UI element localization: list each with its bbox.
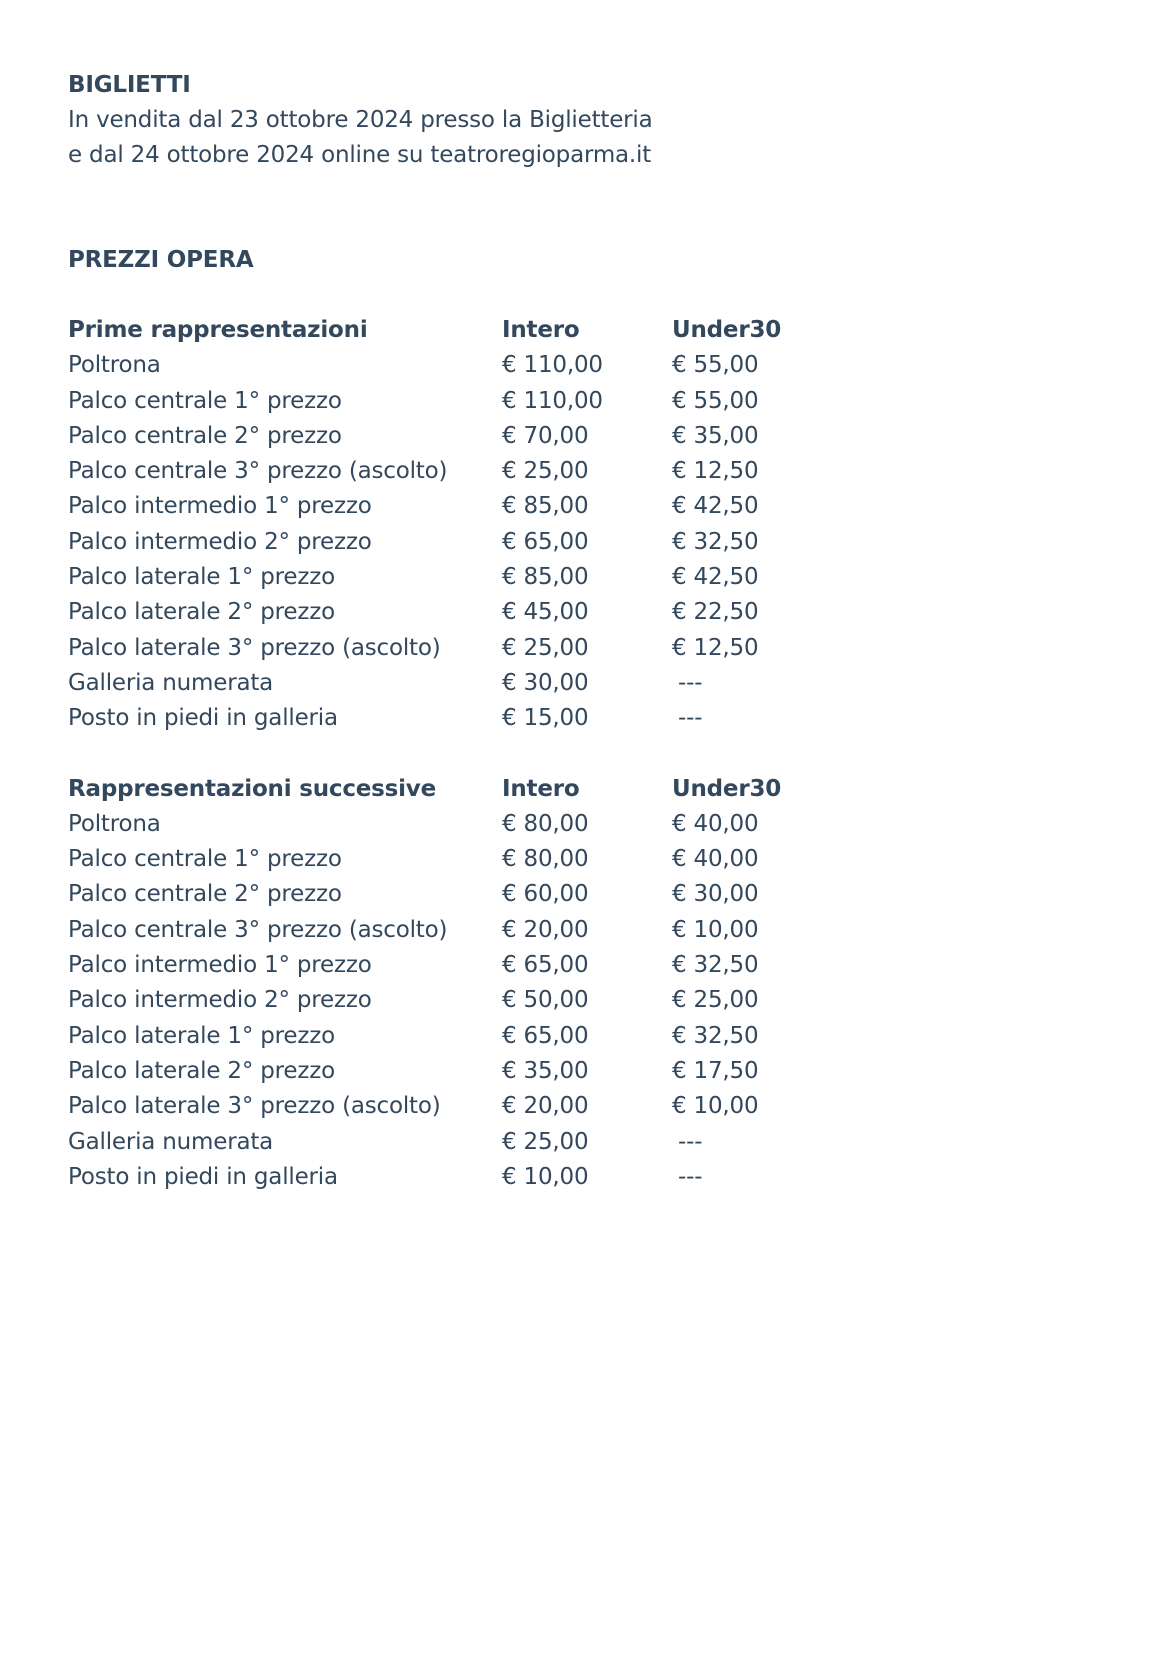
full-price: € 15,00 (502, 705, 589, 732)
table-row (68, 419, 1088, 454)
table-row (68, 1089, 1088, 1124)
full-price: € 30,00 (502, 669, 589, 696)
table-header (68, 313, 1088, 348)
full-price: € 110,00 (502, 352, 603, 379)
seat-label: Poltrona (68, 810, 161, 837)
table-row (68, 877, 1088, 912)
under30-price: € 10,00 (672, 916, 759, 943)
table-row (68, 913, 1088, 948)
under30-price: € 12,50 (672, 458, 759, 485)
under30-price: --- (678, 1128, 703, 1155)
full-price: € 65,00 (502, 528, 589, 555)
tickets-title: BIGLIETTI (68, 72, 191, 98)
full-price: € 25,00 (502, 1128, 589, 1155)
seat-label: Palco centrale 1° prezzo (68, 846, 342, 873)
seat-label: Palco laterale 1° prezzo (68, 1022, 335, 1049)
seat-label: Palco centrale 3° prezzo (ascolto) (68, 458, 448, 485)
prices-title: PREZZI OPERA (68, 247, 254, 273)
seat-label: Palco centrale 1° prezzo (68, 387, 342, 414)
seat-label: Palco laterale 3° prezzo (ascolto) (68, 1093, 441, 1120)
table-row (68, 348, 1088, 383)
table-row (68, 666, 1088, 701)
table-row (68, 842, 1088, 877)
full-price: € 110,00 (502, 387, 603, 414)
header-under30-price: Under30 (672, 775, 782, 802)
under30-price: € 25,00 (672, 987, 759, 1014)
under30-price: € 32,50 (672, 952, 759, 979)
table-row (68, 1125, 1088, 1160)
header-full-price: Intero (502, 775, 580, 802)
under30-price: € 17,50 (672, 1057, 759, 1084)
full-price: € 10,00 (502, 1163, 589, 1190)
seat-label: Palco laterale 2° prezzo (68, 599, 335, 626)
seat-label: Palco intermedio 1° prezzo (68, 952, 372, 979)
table-row (68, 595, 1088, 630)
table-row (68, 701, 1088, 736)
under30-price: € 42,50 (672, 564, 759, 591)
seat-label: Palco intermedio 2° prezzo (68, 987, 372, 1014)
table-row (68, 525, 1088, 560)
under30-price: --- (678, 1163, 703, 1190)
under30-price: --- (678, 669, 703, 696)
table-row (68, 948, 1088, 983)
under30-price: € 32,50 (672, 528, 759, 555)
under30-price: € 40,00 (672, 810, 759, 837)
under30-price: € 30,00 (672, 881, 759, 908)
seat-label: Palco laterale 2° prezzo (68, 1057, 335, 1084)
full-price: € 65,00 (502, 1022, 589, 1049)
header-full-price: Intero (502, 317, 580, 343)
full-price: € 85,00 (502, 493, 589, 520)
header-category: Rappresentazioni successive (68, 775, 437, 802)
seat-label: Palco intermedio 2° prezzo (68, 528, 372, 555)
table-row (68, 983, 1088, 1018)
full-price: € 80,00 (502, 810, 589, 837)
seat-label: Palco centrale 2° prezzo (68, 881, 342, 908)
table-row (68, 454, 1088, 489)
table-row (68, 384, 1088, 419)
seat-label: Palco centrale 3° prezzo (ascolto) (68, 916, 448, 943)
tickets-sale-info-line-1: In vendita dal 23 ottobre 2024 presso la Biglietteria (68, 107, 653, 133)
full-price: € 70,00 (502, 422, 589, 449)
full-price: € 45,00 (502, 599, 589, 626)
table-row (68, 1160, 1088, 1195)
seat-label: Galleria numerata (68, 669, 274, 696)
seat-label: Poltrona (68, 352, 161, 379)
full-price: € 20,00 (502, 1093, 589, 1120)
under30-price: € 40,00 (672, 846, 759, 873)
seat-label: Palco laterale 3° prezzo (ascolto) (68, 634, 441, 661)
under30-price: € 55,00 (672, 352, 759, 379)
under30-price: --- (678, 705, 703, 732)
seat-label: Palco intermedio 1° prezzo (68, 493, 372, 520)
full-price: € 85,00 (502, 564, 589, 591)
under30-price: € 42,50 (672, 493, 759, 520)
full-price: € 35,00 (502, 1057, 589, 1084)
seat-label: Posto in piedi in galleria (68, 705, 338, 732)
document-page (68, 68, 1088, 1195)
under30-price: € 35,00 (672, 422, 759, 449)
tickets-sale-info-line-2: e dal 24 ottobre 2024 online su teatroregioparma.it (68, 142, 652, 168)
under30-price: € 32,50 (672, 1022, 759, 1049)
header-under30-price: Under30 (672, 317, 782, 343)
full-price: € 65,00 (502, 952, 589, 979)
seat-label: Palco centrale 2° prezzo (68, 422, 342, 449)
full-price: € 50,00 (502, 987, 589, 1014)
header-category: Prime rappresentazioni (68, 317, 368, 343)
full-price: € 20,00 (502, 916, 589, 943)
under30-price: € 10,00 (672, 1093, 759, 1120)
table-row (68, 560, 1088, 595)
under30-price: € 55,00 (672, 387, 759, 414)
table-row (68, 1019, 1088, 1054)
table-header (68, 772, 1088, 807)
seat-label: Posto in piedi in galleria (68, 1163, 338, 1190)
full-price: € 25,00 (502, 458, 589, 485)
table-row (68, 631, 1088, 666)
under30-price: € 22,50 (672, 599, 759, 626)
under30-price: € 12,50 (672, 634, 759, 661)
price-table-premieres (68, 313, 1088, 737)
table-row (68, 807, 1088, 842)
price-table-subsequent (68, 772, 1088, 1196)
table-row (68, 489, 1088, 524)
full-price: € 25,00 (502, 634, 589, 661)
full-price: € 80,00 (502, 846, 589, 873)
seat-label: Palco laterale 1° prezzo (68, 564, 335, 591)
seat-label: Galleria numerata (68, 1128, 274, 1155)
table-row (68, 1054, 1088, 1089)
full-price: € 60,00 (502, 881, 589, 908)
